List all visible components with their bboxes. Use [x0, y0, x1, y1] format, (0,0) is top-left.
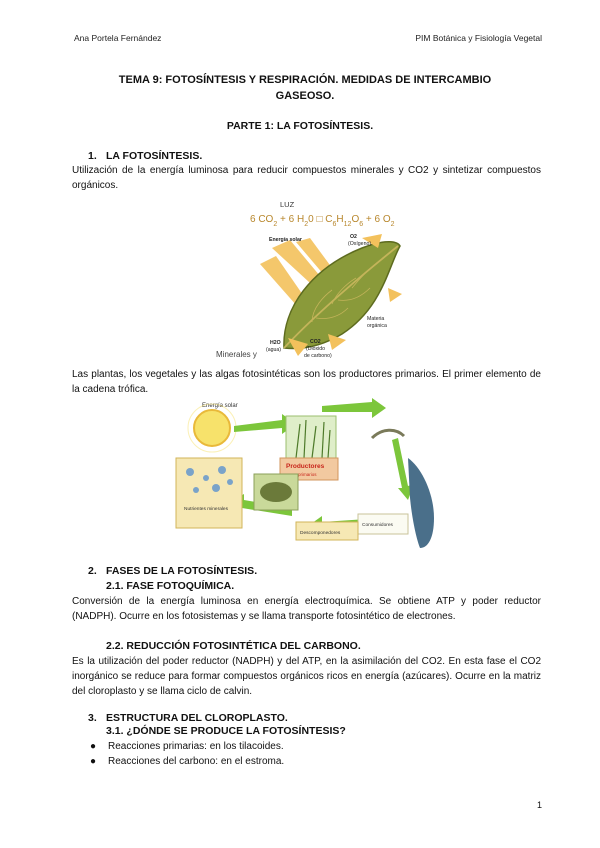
list-item — [88, 754, 284, 769]
reactions-list — [88, 739, 284, 769]
section-3-number: 3. — [88, 712, 97, 724]
fig1-dioxido-label: (Dióxido — [306, 346, 326, 352]
section-1-heading — [88, 150, 202, 162]
header-author: Ana Portela Fernández — [74, 33, 162, 43]
fig1-materia-label: Materia — [367, 316, 385, 322]
section-2-title: FASES DE LA FOTOSÍNTESIS. — [106, 565, 258, 577]
section-2-heading — [88, 565, 257, 577]
header-course: PIM Botánica y Fisiología Vegetal — [415, 33, 542, 43]
fig1-o2-label: O2 — [350, 234, 357, 240]
fig2-nutrientes-label: Nutrientes minerales — [184, 507, 228, 512]
subsection-3-1-heading: 3.1. ¿DÓNDE SE PRODUCE LA FOTOSÍNTESIS? — [106, 725, 346, 737]
sun-icon — [194, 410, 230, 446]
section-3-heading — [88, 712, 288, 724]
section-2-number: 2. — [88, 565, 97, 577]
fig1-organica-label: orgánica — [367, 323, 387, 329]
document-title — [90, 72, 520, 104]
materia-arrow — [388, 288, 402, 302]
section-3-title: ESTRUCTURA DEL CLOROPLASTO. — [106, 712, 288, 724]
photosynthesis-leaf-figure — [212, 198, 412, 360]
trophic-chain-figure — [172, 398, 472, 550]
fig1-energia-label: Energía solar — [269, 237, 302, 243]
fig1-minerales-label: Minerales y — [216, 350, 257, 359]
fig2-energia-label: Energía solar — [202, 403, 238, 409]
fig1-luz-label: LUZ — [280, 200, 295, 209]
fig1-carbono-label: de carbono) — [304, 353, 332, 359]
bullet-dot-icon: ● — [90, 756, 97, 767]
part-heading: PARTE 1: LA FOTOSÍNTESIS. — [226, 120, 374, 132]
fig2-primarios-label: primarios — [298, 472, 317, 477]
nutrients-box — [176, 458, 242, 528]
page-number: 1 — [536, 800, 542, 810]
fig1-co2-label: CO2 — [310, 339, 321, 345]
section-1-title: LA FOTOSÍNTESIS. — [106, 150, 203, 162]
title-line-1: TEMA 9: FOTOSÍNTESIS Y RESPIRACIÓN. MEDIDAS DE INTERCAMBIO — [118, 74, 492, 86]
section-1-number: 1. — [88, 150, 97, 162]
fig2-productores-label: Productores — [286, 463, 325, 470]
subsection-2-1-paragraph: Conversión de la energía luminosa en energía electroquímica. Se obtiene ATP y poder reductor (NADPH). Ocurre en los fotosistemas y se llama transporte fotosintético de electrones. — [72, 596, 541, 622]
fig1-agua-label: (agua) — [266, 347, 281, 353]
fig2-descomponedores-label: Descomponedores — [300, 531, 341, 536]
title-line-2: GASEOSO. — [275, 90, 335, 102]
subsection-2-2-paragraph: Es la utilización del poder reductor (NADPH) y del ATP, en la asimilación del CO2. En esta fase el CO2 inorgánico se reduce para formar compuestos orgánicos ricos en energía (azúcares). Ocurre en la matriz del cloroplasto y se llama ciclo de calvin. — [72, 656, 541, 697]
section-1-paragraph-2: Las plantas, los vegetales y las algas fotosintéticas son los productores primarios. El primer elemento de la cadena trófica. — [72, 369, 541, 395]
fig1-equation: 6 $CO_2 + 6$ $H_20$ □ $C_6H_{12}O_6 + 6$ $O_2$ — [250, 214, 395, 228]
section-1-paragraph-1: Utilización de la energía luminosa para reducir compuestos minerales y CO2 y sintetizar compuestos orgánicos. — [72, 165, 541, 191]
fig1-o2-desc: (Oxígeno) — [348, 241, 372, 247]
bird-icon — [372, 430, 404, 438]
list-item-text: Reacciones del carbono: en el estroma. — [108, 756, 285, 767]
fig1-h2o-label: H2O — [270, 340, 281, 346]
subsection-2-1-heading: 2.1. FASE FOTOQUÍMICA. — [106, 580, 235, 592]
subsection-2-2-heading: 2.2. REDUCCIÓN FOTOSINTÉTICA DEL CARBONO. — [106, 640, 361, 652]
fig2-consumidores-label: Consumidores — [362, 523, 393, 528]
list-item-text: Reacciones primarias: en los tilacoides. — [108, 741, 284, 752]
shark-icon — [408, 458, 434, 548]
bullet-dot-icon: ● — [90, 741, 97, 752]
list-item — [88, 739, 284, 754]
frog-icon — [260, 482, 292, 502]
